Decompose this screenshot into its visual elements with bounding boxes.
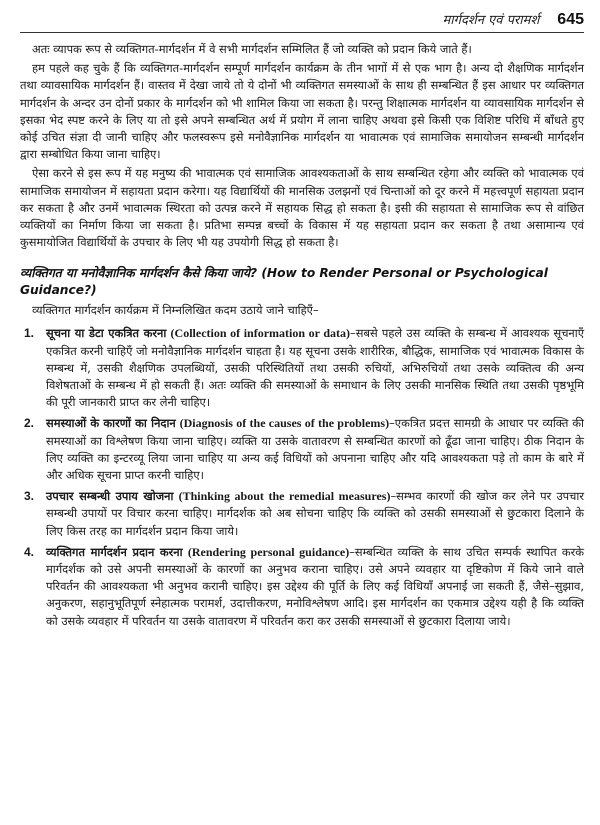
step-title-hindi: उपचार सम्बन्धी उपाय खोजना [46, 489, 174, 504]
step-text: –सम्बन्धित व्यक्ति के साथ उचित सम्पर्क स्थापित करके मार्गदर्शक को उसे अपनी समस्याओं के कारणों का अनुभव कराना चाहिए। उसे अपने व्यवहार या दृष्टिकोण में किये जाने वाले परिवर्तन की आवश्यकता भी अनुभव करानी चाहिए। इस उद्देश्य की पूर्ति के लिए कई विधियाँ अपनाई जा सकती हैं, जैसे–सुझाव, अनुकरण, सहानुभूतिपूर्ण स्नेहात्मक परामर्श, उदात्तीकरण, मनोविश्लेषण आदि। इस मार्गदर्शन का एकमात्र उद्देश्य यही है कि व्यक्ति को उसके व्यवहार में परिवर्तन या उसके वातावरण में परिवर्तन करा कर उसकी समस्याओं से छुटकारा दिलाया जाये। [46, 544, 585, 628]
step-title-english: (Rendering personal guidance) [187, 544, 350, 559]
steps-list [20, 325, 584, 629]
step-title-english: (Thinking about the remedial measures) [178, 489, 391, 504]
paragraph-3: ऐसा करने से इस रूप में यह मनुष्य की भावात्मक एवं सामाजिक आवश्यकताओं के साथ सम्बन्धित रहेगा और व्यक्ति को भावात्मक एवं सामाजिक समायोजन में सहायता प्रदान करेगा। यह विद्यार्थियों की मानसिक उलझनों एवं चिन्ताओं को दूर करने में महत्त्वपूर्ण सहायता प्रदान कर सकता है और उनमें भावात्मक स्थिरता को उत्पन्न करने में सहायक सिद्ध हो सकता है। इसी की सहायता से सामाजिक रूप से वांछित व्यक्तियों का निर्माण किया जा सकता है। प्रतिभा सम्पन्न बच्चों के विकास में यह सहायता प्रदान कर सकता है तथा असामान्य एवं कुसमायोजित विद्यार्थियों के उपचार के लिए भी यह उपयोगी सिद्ध हो सकता है। [20, 166, 584, 250]
list-item [24, 325, 584, 411]
running-title: मार्गदर्शन एवं परामर्श [442, 13, 540, 28]
paragraph-1: अतः व्यापक रूप से व्यक्तिगत-मार्गदर्शन में वे सभी मार्गदर्शन सम्मिलित हैं जो व्यक्ति को प्रदान किये जाते हैं। [32, 42, 472, 56]
running-header [20, 10, 584, 33]
step-title-hindi: सूचना या डेटा एकत्रित करना [46, 326, 167, 341]
list-item [24, 415, 584, 484]
paragraph-2: हम पहले कह चुके हैं कि व्यक्तिगत-मार्गदर्शन सम्पूर्ण मार्गदर्शन कार्यक्रम के तीन भागों में से एक भाग है। अन्य दो शैक्षणिक मार्गदर्शन तथा व्यावसायिक मार्गदर्शन हैं। वास्तव में देखा जाये तो ये दोनों भी व्यक्तिगत समस्याओं के साथ ही सम्बन्धित हैं इस आधार पर व्यक्तिगत मार्गदर्शन के अन्दर उन दोनों प्रकार के मार्गदर्शन को भी शामिल किया जा सकता है। परन्तु शिक्षात्मक मार्गदर्शन या व्यावसायिक मार्गदर्शन से इसका भेद स्पष्ट करने के लिए या तो इसे अपने सम्बन्धित अर्थ में प्रयोग में लाना चाहिए अथवा इसे किसी एक विशिष्ट परिधि में बाँधते हुए कोई उचित संज्ञा दी जानी चाहिए और फलस्वरूप इसे मनोवैज्ञानिक मार्गदर्शन या भावात्मक एवं सामाजिक समायोजन सम्बन्धी मार्गदर्शन द्वारा सम्बोधित किया जाना चाहिए। [20, 61, 584, 162]
step-text: –सबसे पहले उस व्यक्ति के सम्बन्ध में आवश्यक सूचनाएँ एकत्रित करनी चाहिएँ जो मनोवैज्ञानिक मार्गदर्शन चाहता है। यह सूचना उसके शारीरिक, बौद्धिक, सामाजिक एवं भावात्मक विकास के सम्बन्ध में, उसकी शैक्षणिक उपलब्धियों, उसकी परिस्थितियों तथा उसकी रुचियों, अभिरुचियों तथा उसके व्यक्तित्व की अन्य विशेषताओं के सम्बन्ध में हो सकती हैं। अतः व्यक्ति की समस्याओं के समाधान के लिए उसकी मानसिक स्थिति तथा उसकी पृष्ठभूमि की पूरी जानकारी प्राप्त कर लेनी चाहिए। [46, 326, 584, 410]
step-title-english: (Collection of information or data) [170, 326, 351, 341]
step-number: 3. [24, 489, 35, 504]
list-item [24, 488, 584, 540]
step-number: 4. [24, 544, 35, 559]
step-number: 1. [24, 326, 35, 341]
page-number: 645 [557, 11, 584, 28]
step-number: 2. [24, 416, 35, 431]
section-intro: व्यक्तिगत मार्गदर्शन कार्यक्रम में निम्नलिखित कदम उठाये जाने चाहिएँ– [32, 303, 319, 318]
step-text: –एकत्रित प्रदत्त सामग्री के आधार पर व्यक्ति की समस्याओं का विश्लेषण किया जाना चाहिए। व्यक्ति या उसके वातावरण से सम्बन्धित कारणों को ढूँढा जाना चाहिए। ठीक निदान के लिए व्यक्ति का इन्टरव्यू लिया जाना चाहिए या अन्य कई विधियों को अपनाना चाहिए और यदि आवश्यकता पड़े तो काम के बारे में और अधिक सूचना प्राप्त करनी चाहिए। [46, 416, 584, 483]
step-text: –सम्भव कारणों की खोज कर लेने पर उपचार सम्बन्धी उपायों पर विचार करना चाहिए। मार्गदर्शक को अब सोचना चाहिए कि व्यक्ति को उसकी समस्याओं से छुटकारा दिलाने के लिए किस तरह का मार्गदर्शन प्रदान किया जाये। [46, 489, 584, 538]
list-item [24, 544, 585, 630]
step-title-english: (Diagnosis of the causes of the problems) [179, 416, 390, 431]
step-title-hindi: समस्याओं के कारणों का निदान [46, 416, 176, 431]
section-heading: व्यक्तिगत या मनोवैज्ञानिक मार्गदर्शन कैसे किया जाये? (How to Render Personal or Psychological Guidance?) [20, 266, 548, 298]
step-title-hindi: व्यक्तिगत मार्गदर्शन प्रदान करना [46, 544, 183, 559]
